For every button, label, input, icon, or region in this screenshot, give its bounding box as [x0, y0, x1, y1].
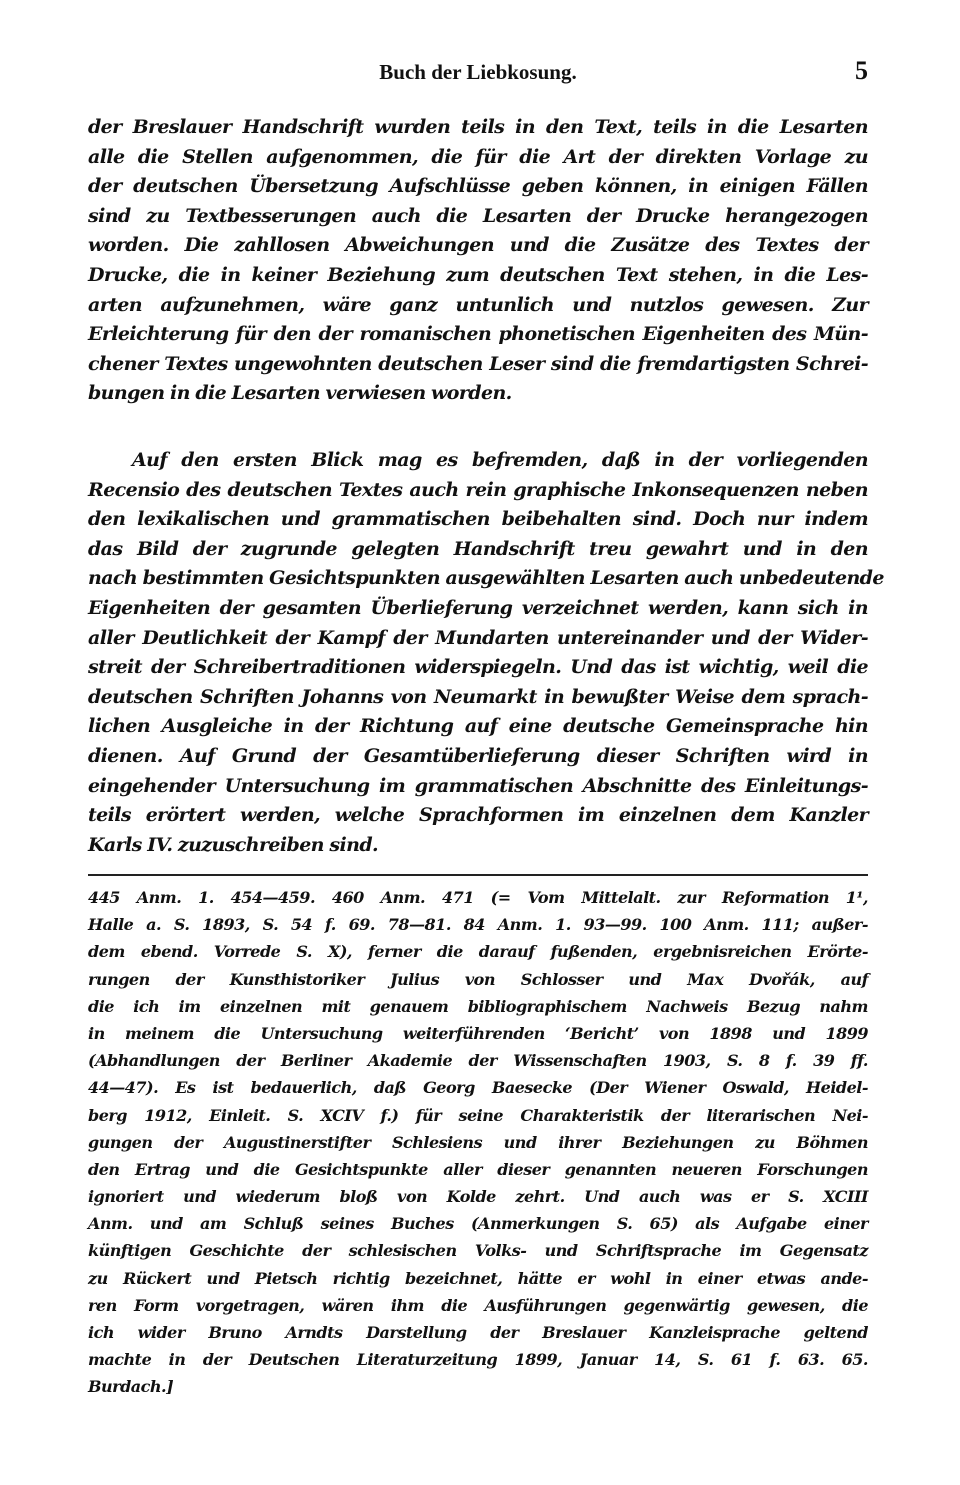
text-line: eingehender Untersuchung im grammatischen Abschnitte des Einleitungs- [88, 774, 868, 797]
text-line: streit der Schreibertraditionen widerspiegeln. Und das ist wichtig, weil die [88, 656, 868, 679]
text-line: dienen. Auf Grund der Gesamtüberlieferung dieser Schriften wird in [88, 744, 868, 767]
text-line: teils erörtert werden, welche Sprachformen im einzelnen dem Kanzler [88, 804, 868, 827]
footnote-line: machte in der Deutschen Literaturzeitung 1899, Januar 14, S. 61 f. 63. 65. [88, 1350, 868, 1370]
page-number: 5 [855, 56, 868, 85]
footnote-line: gungen der Augustinerstifter Schlesiens und ihrer Beziehungen zu Böhmen [88, 1132, 868, 1152]
footnote-line: Anm. und am Schluß seines Buches (Anmerkungen S. 65) als Aufgabe einer [88, 1214, 868, 1234]
page-header [88, 56, 868, 94]
footnote-line: Halle a. S. 1893, S. 54 f. 69. 78—81. 84 Anm. 1. 93—99. 100 Anm. 111; außer- [88, 915, 868, 935]
footnote-line: ignoriert und wiederum bloß von Kolde zehrt. Und auch was er S. XCIII [88, 1187, 868, 1207]
text-line: worden. Die zahllosen Abweichungen und die Zusätze des Textes der [88, 234, 868, 257]
paragraph-2 [88, 446, 884, 860]
text-line: das Bild der zugrunde gelegten Handschrift treu gewahrt und in den [88, 537, 868, 560]
text-line: aller Deutlichkeit der Kampf der Mundarten untereinander und der Wider- [88, 626, 868, 649]
text-line: Karls IV. zuzuschreiben sind. [88, 833, 379, 856]
text-line: bungen in die Lesarten verwiesen worden. [88, 382, 512, 405]
footnote-line: (Abhandlungen der Berliner Akademie der Wissenschaften 1903, S. 8 f. 39 ff. [88, 1051, 868, 1071]
footnote-line: in meinem die Untersuchung weiterführenden ‘Bericht’ von 1898 und 1899 [88, 1023, 868, 1043]
paragraph-1 [88, 113, 868, 409]
text-line: deutschen Schriften Johanns von Neumarkt in bewußter Weise dem sprach- [88, 685, 868, 708]
text-line: Recensio des deutschen Textes auch rein graphische Inkonsequenzen neben [88, 478, 868, 501]
footnote-divider [88, 874, 868, 876]
footnote-line: ich wider Bruno Arndts Darstellung der Breslauer Kanzleisprache geltend [88, 1323, 868, 1342]
text-line: Eigenheiten der gesamten Überlieferung verzeichnet werden, kann sich in [88, 596, 868, 619]
text-line: Drucke, die in keiner Beziehung zum deutschen Text stehen, in die Les- [88, 263, 868, 286]
text-line: den lexikalischen und grammatischen beibehalten sind. Doch nur indem [88, 508, 868, 531]
footnote-line: ren Form vorgetragen, wären ihm die Ausführungen gegenwärtig gewesen, die [88, 1295, 868, 1315]
text-line: alle die Stellen aufgenommen, die für die Art der direkten Vorlage zu [88, 145, 868, 168]
text-line: arten aufzunehmen, wäre ganz untunlich und nutzlos gewesen. Zur [88, 293, 868, 316]
text-line: sind zu Textbesserungen auch die Lesarten der Drucke herangezogen [88, 204, 868, 227]
footnote-line: dem ebend. Vorrede S. X), ferner die darauf fußenden, ergebnisreichen Erörte- [88, 942, 868, 962]
footnote-signature: Burdach.] [88, 1377, 174, 1397]
text-line: Auf den ersten Blick mag es befremden, daß in der vorliegenden [132, 449, 868, 471]
text-line: der deutschen Übersetzung Aufschlüsse geben können, in einigen Fällen [88, 175, 868, 198]
text-line: lichen Ausgleiche in der Richtung auf eine deutsche Gemeinsprache hin [88, 715, 868, 738]
footnote-line: künftigen Geschichte der schlesischen Volks- und Schriftsprache im Gegensatz [88, 1241, 868, 1261]
footnote-line: zu Rückert und Pietsch richtig bezeichnet, hätte er wohl in einer etwas ande- [88, 1268, 868, 1288]
text-line: nach bestimmten Gesichtspunkten ausgewählten Lesarten auch unbedeutende [88, 567, 884, 590]
running-title: Buch der Liebkosung. [379, 60, 577, 84]
footnote-line: 445 Anm. 1. 454—459. 460 Anm. 471 (= Vom Mittelalt. zur Reformation 1¹, [88, 888, 868, 907]
footnote [88, 884, 868, 1401]
footnote-line: die ich im einzelnen mit genauem bibliographischem Nachweis Bezug nahm [88, 996, 868, 1016]
footnote-line: berg 1912, Einleit. S. XCIV f.) für seine Charakteristik der literarischen Nei- [88, 1105, 868, 1125]
footnote-line: den Ertrag und die Gesichtspunkte aller dieser genannten neueren Forschungen [88, 1159, 868, 1179]
footnote-line: 44—47). Es ist bedauerlich, daß Georg Baesecke (Der Wiener Oswald, Heidel- [88, 1078, 868, 1098]
footnote-line: rungen der Kunsthistoriker Julius von Schlosser und Max Dvořák, auf [88, 969, 868, 989]
text-line: Erleichterung für den der romanischen phonetischen Eigenheiten des Mün- [88, 323, 868, 346]
text-line: chener Textes ungewohnten deutschen Leser sind die fremdartigsten Schrei- [88, 352, 868, 375]
text-line: der Breslauer Handschrift wurden teils in den Text, teils in die Lesarten [88, 116, 868, 138]
